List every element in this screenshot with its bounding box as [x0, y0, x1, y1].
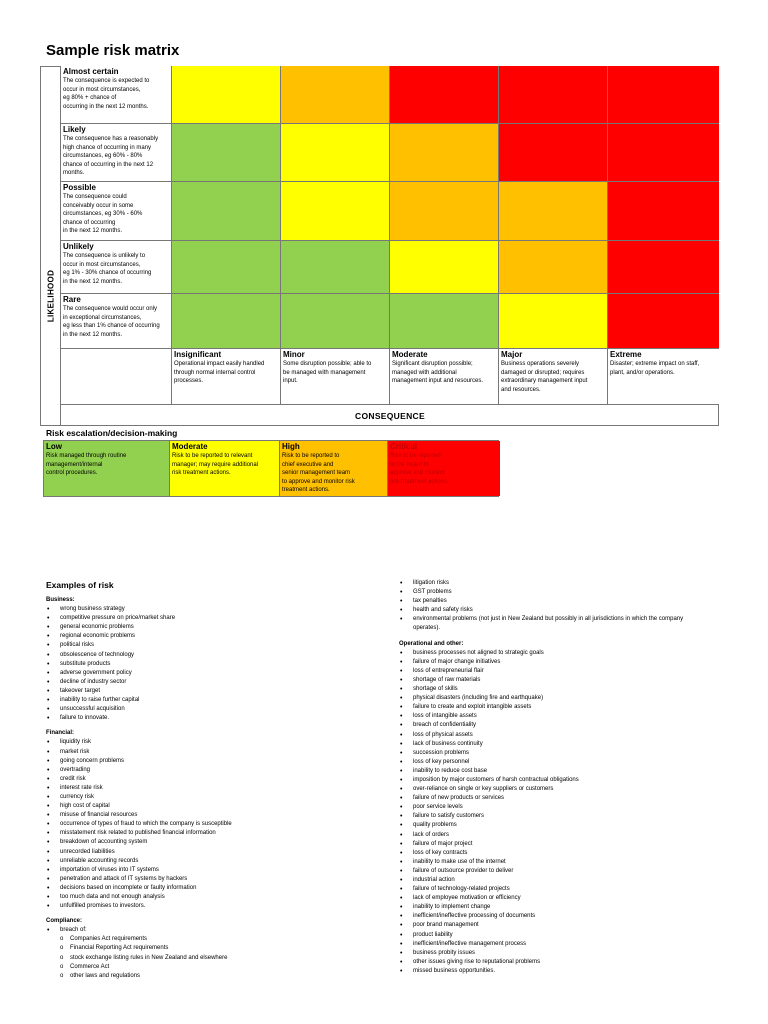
consequence-axis-label: CONSEQUENCE [355, 410, 425, 421]
risk-item: • failure of new products or services [399, 794, 729, 803]
consequence-description: damaged or disrupted; requires [501, 369, 585, 376]
risk-item: • breach of: [46, 926, 376, 935]
risk-item: • going concern problems [46, 757, 376, 766]
risk-subitem: o other laws and regulations [46, 972, 376, 981]
risk-cell-yellow [499, 294, 608, 349]
consequence-description: management input and resources. [392, 378, 484, 385]
risk-item: • occurrence of types of fraud to which the company is susceptible [46, 820, 376, 829]
risk-item: • wrong business strategy [46, 605, 376, 614]
risk-cell-orange [499, 241, 608, 294]
consequence-description: extraordinary management input [501, 378, 588, 385]
likelihood-cell [61, 66, 172, 124]
consequence-description: Some disruption possible; able to [283, 361, 372, 367]
section-heading: Compliance: [46, 918, 83, 925]
likelihood-description: eg less than 1% chance of occurring [63, 323, 160, 330]
risk-item: • business processes not aligned to strategic goals [399, 649, 729, 658]
risk-cell-red [390, 66, 499, 124]
escalation-title: Risk escalation/decision-making [46, 428, 178, 438]
likelihood-cell [61, 294, 172, 349]
likelihood-description: in exceptional circumstances, [63, 314, 142, 321]
likelihood-description: The consequence has a reasonably [63, 136, 159, 142]
risk-item: • lack of business continuity [399, 740, 729, 749]
consequence-description: plant, and/or operations. [610, 369, 675, 376]
risk-cell-orange [390, 182, 499, 241]
risk-item: • GST problems [399, 588, 729, 597]
risk-cell-green [281, 294, 390, 349]
likelihood-description: months. [63, 170, 85, 177]
consequence-corner-cell [61, 349, 172, 404]
risk-cell-orange [499, 182, 608, 241]
risk-item: • lack of employee motivation or efficiency [399, 894, 729, 903]
risk-cell-red [499, 66, 608, 124]
consequence-cell [390, 349, 499, 404]
risk-item: • takeover target [46, 687, 376, 696]
consequence-description: processes. [174, 378, 204, 385]
consequence-title: Moderate [392, 350, 428, 359]
consequence-description: Business operations severely [501, 361, 580, 367]
risk-list [399, 649, 729, 976]
consequence-description: Significant disruption possible; [392, 361, 473, 367]
likelihood-title: Likely [63, 125, 86, 134]
risk-item: • failure to create and exploit intangible assets [399, 703, 729, 712]
risk-item: • inability to implement change [399, 903, 729, 912]
risk-cell-red [499, 124, 608, 182]
risk-item: • decline of industry sector [46, 678, 376, 687]
escalation-level-title: High [282, 442, 300, 451]
likelihood-description: The consequence could [63, 194, 127, 200]
risk-item: • too much data and not enough analysis [46, 893, 376, 902]
consequence-cell [281, 349, 390, 404]
risk-subitem: o Financial Reporting Act requirements [46, 944, 376, 953]
likelihood-title: Almost certain [63, 67, 119, 76]
consequence-cell [608, 349, 719, 404]
risk-cell-yellow [172, 66, 281, 124]
consequence-title: Major [501, 350, 523, 359]
risk-item: • shortage of skills [399, 685, 729, 694]
likelihood-description: occur in most circumstances, [63, 261, 141, 268]
risk-item: • environmental problems (not just in New Zealand but possibly in all jurisdictions in which the company [399, 615, 729, 624]
risk-item: • general economic problems [46, 623, 376, 632]
risk-item: • breakdown of accounting system [46, 838, 376, 847]
consequence-description: Disaster; extreme impact on staff, [610, 361, 700, 367]
escalation-level-description: senior management team [282, 470, 351, 477]
risk-cell-green [172, 294, 281, 349]
risk-cell-green [172, 124, 281, 182]
escalation-level-description: risk treatment actions. [172, 470, 231, 477]
risk-list [46, 738, 376, 911]
risk-item: • misstatement risk related to published financial information [46, 829, 376, 838]
consequence-description: managed with additional [392, 369, 457, 376]
risk-item: • poor service levels [399, 803, 729, 812]
section-heading: Financial: [46, 730, 75, 737]
risk-item: • inefficient/ineffective processing of documents [399, 912, 729, 921]
risk-item: • loss of entrepreneurial flair [399, 667, 729, 676]
escalation-low [44, 441, 170, 496]
escalation-level-description: Risk managed through routine [46, 453, 127, 459]
risk-item: • succession problems [399, 749, 729, 758]
likelihood-cell [61, 124, 172, 182]
likelihood-description: chance of occurring in the next 12 [63, 161, 154, 168]
risk-cell-green [172, 182, 281, 241]
risk-cell-red [608, 294, 719, 349]
likelihood-title: Possible [63, 183, 96, 192]
risk-item: • breach of confidentiality [399, 721, 729, 730]
risk-list [46, 926, 376, 981]
risk-item: • other issues giving rise to reputational problems [399, 958, 729, 967]
likelihood-description: occur in most circumstances, [63, 86, 141, 93]
risk-item: • product liability [399, 931, 729, 940]
risk-subitem: o Companies Act requirements [46, 935, 376, 944]
risk-subitem: o Commerce Act [46, 963, 376, 972]
escalation-high [280, 441, 388, 496]
risk-item: • high cost of capital [46, 802, 376, 811]
risk-cell-green [281, 241, 390, 294]
risk-cell-red [608, 124, 719, 182]
risk-item: • failure of outsource provider to deliver [399, 867, 729, 876]
consequence-description: Operational impact easily handled [174, 361, 265, 367]
section-heading: Business: [46, 597, 75, 603]
risk-item: • unfulfilled promises to investors. [46, 902, 376, 911]
risk-item: • failure to satisfy customers [399, 812, 729, 821]
risk-item: • competitive pressure on price/market share [46, 614, 376, 623]
risk-item: • missed business opportunities. [399, 967, 729, 976]
escalation-level-description: to the board to [390, 461, 429, 468]
consequence-description: through normal internal control [174, 369, 256, 376]
risk-item: • credit risk [46, 775, 376, 784]
risk-item: • tax penalties [399, 597, 729, 606]
consequence-cell [172, 349, 281, 404]
risk-item: • overtrading [46, 766, 376, 775]
risk-item: • failure of major change initiatives [399, 658, 729, 667]
likelihood-description: in the next 12 months. [63, 278, 123, 285]
escalation-level-description: to approve and monitor risk [282, 478, 355, 485]
escalation-level-description: chief executive and [282, 461, 334, 468]
risk-item-continuation: operates). [413, 625, 441, 632]
escalation-table [43, 440, 499, 497]
risk-item: • business probity issues [399, 949, 729, 958]
risk-item: • inability to raise further capital [46, 696, 376, 705]
risk-cell-green [390, 294, 499, 349]
risk-cell-orange [281, 66, 390, 124]
risk-item: • unsuccessful acquisition [46, 705, 376, 714]
likelihood-description: in the next 12 months. [63, 228, 123, 235]
risk-item: • poor brand management [399, 921, 729, 930]
risk-item: • adverse government policy [46, 669, 376, 678]
risk-subitem: o stock exchange listing rules in New Zealand and elsewhere [46, 954, 376, 963]
consequence-description: input. [283, 378, 298, 385]
risk-item: • loss of physical assets [399, 731, 729, 740]
likelihood-description: eg 80% + chance of [63, 95, 117, 102]
risk-cell-orange [390, 124, 499, 182]
escalation-critical [388, 441, 500, 496]
risk-item: • decisions based on incomplete or faulty information [46, 884, 376, 893]
likelihood-title: Rare [63, 295, 81, 304]
risk-item: • failure of technology-related projects [399, 885, 729, 894]
escalation-moderate [170, 441, 280, 496]
risk-cell-red [608, 66, 719, 124]
risk-item: • substitute products [46, 660, 376, 669]
likelihood-description: The consequence is unlikely to [63, 253, 146, 259]
risk-item: • inability to make use of the internet [399, 858, 729, 867]
page-title: Sample risk matrix [46, 42, 180, 59]
risk-cell-yellow [281, 182, 390, 241]
likelihood-description: circumstances, eg 30% - 60% [63, 211, 143, 218]
risk-list [46, 605, 376, 723]
risk-item: • physical disasters (including fire and earthquake) [399, 694, 729, 703]
examples-left-column [46, 596, 376, 981]
escalation-level-description: Risk to be reported to [282, 453, 340, 459]
risk-item: • obsolescence of technology [46, 651, 376, 660]
likelihood-axis-label: LIKELIHOOD [46, 269, 56, 323]
likelihood-title: Unlikely [63, 242, 94, 251]
likelihood-description: eg 1% - 30% chance of occurring [63, 270, 152, 277]
risk-item: • industrial action [399, 876, 729, 885]
escalation-level-description: Risk to be reported to relevant [172, 453, 253, 459]
likelihood-cell [61, 182, 172, 241]
consequence-description: be managed with management [283, 369, 366, 376]
escalation-level-description: risk treatment actions. [390, 478, 449, 485]
risk-item: • imposition by major customers of harsh contractual obligations [399, 776, 729, 785]
section-heading: Operational and other: [399, 640, 464, 647]
risk-list [399, 579, 729, 624]
escalation-level-title: Low [46, 442, 62, 451]
risk-item: • political risks [46, 641, 376, 650]
risk-cell-yellow [390, 241, 499, 294]
risk-item: • health and safety risks [399, 606, 729, 615]
risk-item: • shortage of raw materials [399, 676, 729, 685]
risk-cell-green [172, 241, 281, 294]
risk-cell-yellow [281, 124, 390, 182]
consequence-title: Minor [283, 350, 305, 359]
examples-right-column [399, 579, 729, 976]
risk-item: • loss of intangible assets [399, 712, 729, 721]
risk-item: • inefficient/ineffective management process [399, 940, 729, 949]
consequence-title: Extreme [610, 350, 642, 359]
likelihood-description: The consequence would occur only [63, 306, 158, 312]
likelihood-description: The consequence is expected to [63, 78, 150, 84]
risk-item: • regional economic problems [46, 632, 376, 641]
escalation-level-description: approve and monitor [390, 470, 446, 477]
risk-item: • loss of key personnel [399, 758, 729, 767]
risk-item: • failure to innovate. [46, 714, 376, 723]
risk-item: • liquidity risk [46, 738, 376, 747]
likelihood-description: in the next 12 months. [63, 331, 123, 338]
escalation-level-description: manager; may require additional [172, 461, 259, 468]
likelihood-description: conceivably occur in some [63, 202, 134, 209]
escalation-level-description: control procedures. [46, 470, 98, 477]
risk-item: • unrecorded liabilities [46, 848, 376, 857]
risk-item: • misuse of financial resources [46, 811, 376, 820]
likelihood-cell [61, 241, 172, 294]
consequence-description: and resources. [501, 386, 541, 393]
escalation-level-description: treatment actions. [282, 487, 330, 494]
risk-item: • lack of orders [399, 831, 729, 840]
risk-item: • litigation risks [399, 579, 729, 588]
examples-title: Examples of risk [46, 580, 114, 590]
escalation-level-title: Moderate [172, 442, 208, 451]
risk-item: • interest rate risk [46, 784, 376, 793]
escalation-level-description: management/internal [46, 461, 103, 468]
likelihood-description: occurring in the next 12 months. [63, 103, 149, 110]
risk-item: • importation of viruses into IT systems [46, 866, 376, 875]
escalation-level-title: Critical [390, 442, 418, 451]
risk-item: • over-reliance on single or key suppliers or customers [399, 785, 729, 794]
likelihood-description: circumstances, eg 60% - 80% [63, 153, 143, 160]
risk-item: • loss of key contracts [399, 849, 729, 858]
risk-cell-red [608, 241, 719, 294]
risk-item: • inability to reduce cost base [399, 767, 729, 776]
consequence-title: Insignificant [174, 350, 222, 359]
risk-item: • failure of major project [399, 840, 729, 849]
risk-item: • unreliable accounting records [46, 857, 376, 866]
risk-cell-red [608, 182, 719, 241]
risk-item: • penetration and attack of IT systems by hackers [46, 875, 376, 884]
matrix-grid [61, 66, 719, 404]
consequence-cell [499, 349, 608, 404]
likelihood-description: high chance of occurring in many [63, 144, 152, 151]
risk-item: • market risk [46, 748, 376, 757]
escalation-level-description: Risk to be reported [390, 453, 441, 459]
risk-item: • quality problems [399, 821, 729, 830]
risk-matrix [40, 66, 720, 427]
likelihood-description: chance of occurring [63, 219, 116, 226]
risk-item: • currency risk [46, 793, 376, 802]
